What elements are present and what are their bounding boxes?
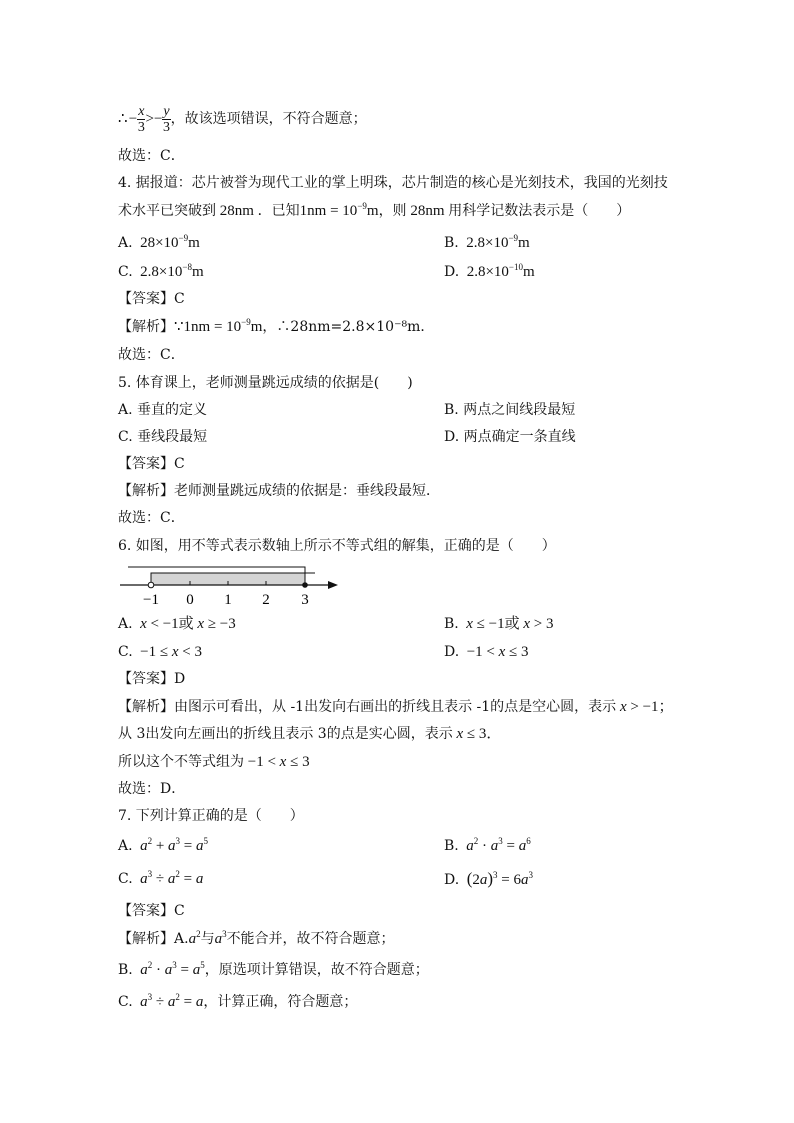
q4-answer: 【答案】C [118, 291, 185, 307]
q4-stem-line1: 4. 据报道：芯片被誉为现代工业的掌上明珠，芯片制造的核心是光刻技术，我国的光刻技 [118, 175, 668, 191]
q4-stem-line2: 术水平已突破到 28nm ．已知$1nm = 10^{-9}m$，则 28nm 用科学记数法表示是（ ） [118, 201, 631, 219]
closed-point-3 [302, 582, 308, 588]
q7-answer: 【答案】C [118, 903, 185, 919]
number-line-figure [116, 562, 346, 608]
q7-analysis-c: C. $a^3 \div a^2 = a$，计算正确，符合题意； [118, 992, 358, 1010]
q5-analysis: 【解析】老师测量跳远成绩的依据是：垂线段最短． [118, 483, 440, 499]
q7-option-a: A. $a^2 + a^3 = a^5$ [118, 836, 208, 854]
q6-option-d: D. −1 < x ≤ 3 [444, 644, 529, 660]
tick-label-neg1: −1 [143, 592, 159, 608]
q4-nm-def: $1nm = 10^{-9}m$ [299, 201, 379, 219]
q5-option-c: C. 垂线段最短 [118, 429, 208, 445]
tick-label-3: 3 [301, 592, 309, 608]
open-point-neg1 [148, 582, 154, 588]
q6-option-b: B. x ≤ −1或 x > 3 [444, 616, 554, 632]
therefore-suffix: ，故该选项错误，不符合题意； [170, 110, 367, 127]
q7-stem: 7. 下列计算正确的是（ ） [118, 808, 304, 824]
q5-option-a: A. 垂直的定义 [118, 402, 208, 418]
q6-analysis-3: 所以这个不等式组为 −1 < x ≤ 3 [118, 754, 310, 770]
tick-label-1: 1 [224, 592, 232, 608]
q7-option-d: D. $(2a)^3 = 6a^3$ [444, 869, 533, 888]
tick-label-0: 0 [186, 592, 194, 608]
q7-analysis-b: B. $a^2 \cdot a^3 = a^5$，原选项计算错误，故不符合题意； [118, 960, 429, 978]
q6-stem: 6. 如图，用不等式表示数轴上所示不等式组的解集，正确的是（ ） [118, 538, 556, 554]
q5-answer: 【答案】C [118, 456, 185, 472]
q7-option-c: C. $a^3 \div a^2 = a$ [118, 869, 204, 887]
q4-option-d: D. $2.8\times 10^{-10}m$ [444, 262, 535, 280]
q4-option-a: A. $28\times 10^{-9}m$ [118, 233, 200, 251]
therefore-math: ∴ − $\frac{x}{3}$ >− $\frac{y}{3}$ [118, 104, 171, 135]
q4-28nm: 28nm [216, 203, 258, 219]
axis-arrow [328, 581, 338, 589]
q4-option-b: B. $2.8\times 10^{-9}m$ [444, 233, 530, 251]
q5-option-b: B. 两点之间线段最短 [444, 402, 576, 418]
q6-answer: 【答案】D [118, 671, 186, 687]
q6-option-c: C. −1 ≤ x < 3 [118, 644, 203, 660]
tick-label-2: 2 [262, 592, 270, 608]
q7-option-b: B. $a^2 \cdot a^3 = a^6$ [444, 836, 531, 854]
therefore-line [118, 104, 367, 135]
q4-analysis: 【解析】∵1nm = $10^{-9}m$，∴28nm=2.8×10⁻⁸m． [118, 317, 435, 335]
q4-option-c: C. $2.8\times 10^{-8}m$ [118, 262, 204, 280]
q6-select: 故选：D． [118, 781, 186, 797]
q5-option-d: D. 两点确定一条直线 [444, 429, 576, 445]
q7-analysis-a: 【解析】$A.a^2$与$a^3$不能合并，故不符合题意； [118, 929, 395, 947]
q5-select: 故选：C． [118, 510, 185, 526]
q6-analysis-2: 从 3出发向左画出的折线且表示 3的点是实心圆，表示 x ≤ 3． [118, 726, 502, 742]
q6-option-a: A. x < −1或 x ≥ −3 [118, 616, 236, 632]
q4-select: 故选：C． [118, 347, 185, 363]
q6-analysis-1: 【解析】由图示可看出，从 -1出发向右画出的折线且表示 -1的点是空心圆，表示 x > −1； [118, 699, 674, 715]
select-line: 故选：C． [118, 148, 185, 164]
q5-stem: 5. 体育课上，老师测量跳远成绩的依据是( ) [118, 375, 413, 391]
